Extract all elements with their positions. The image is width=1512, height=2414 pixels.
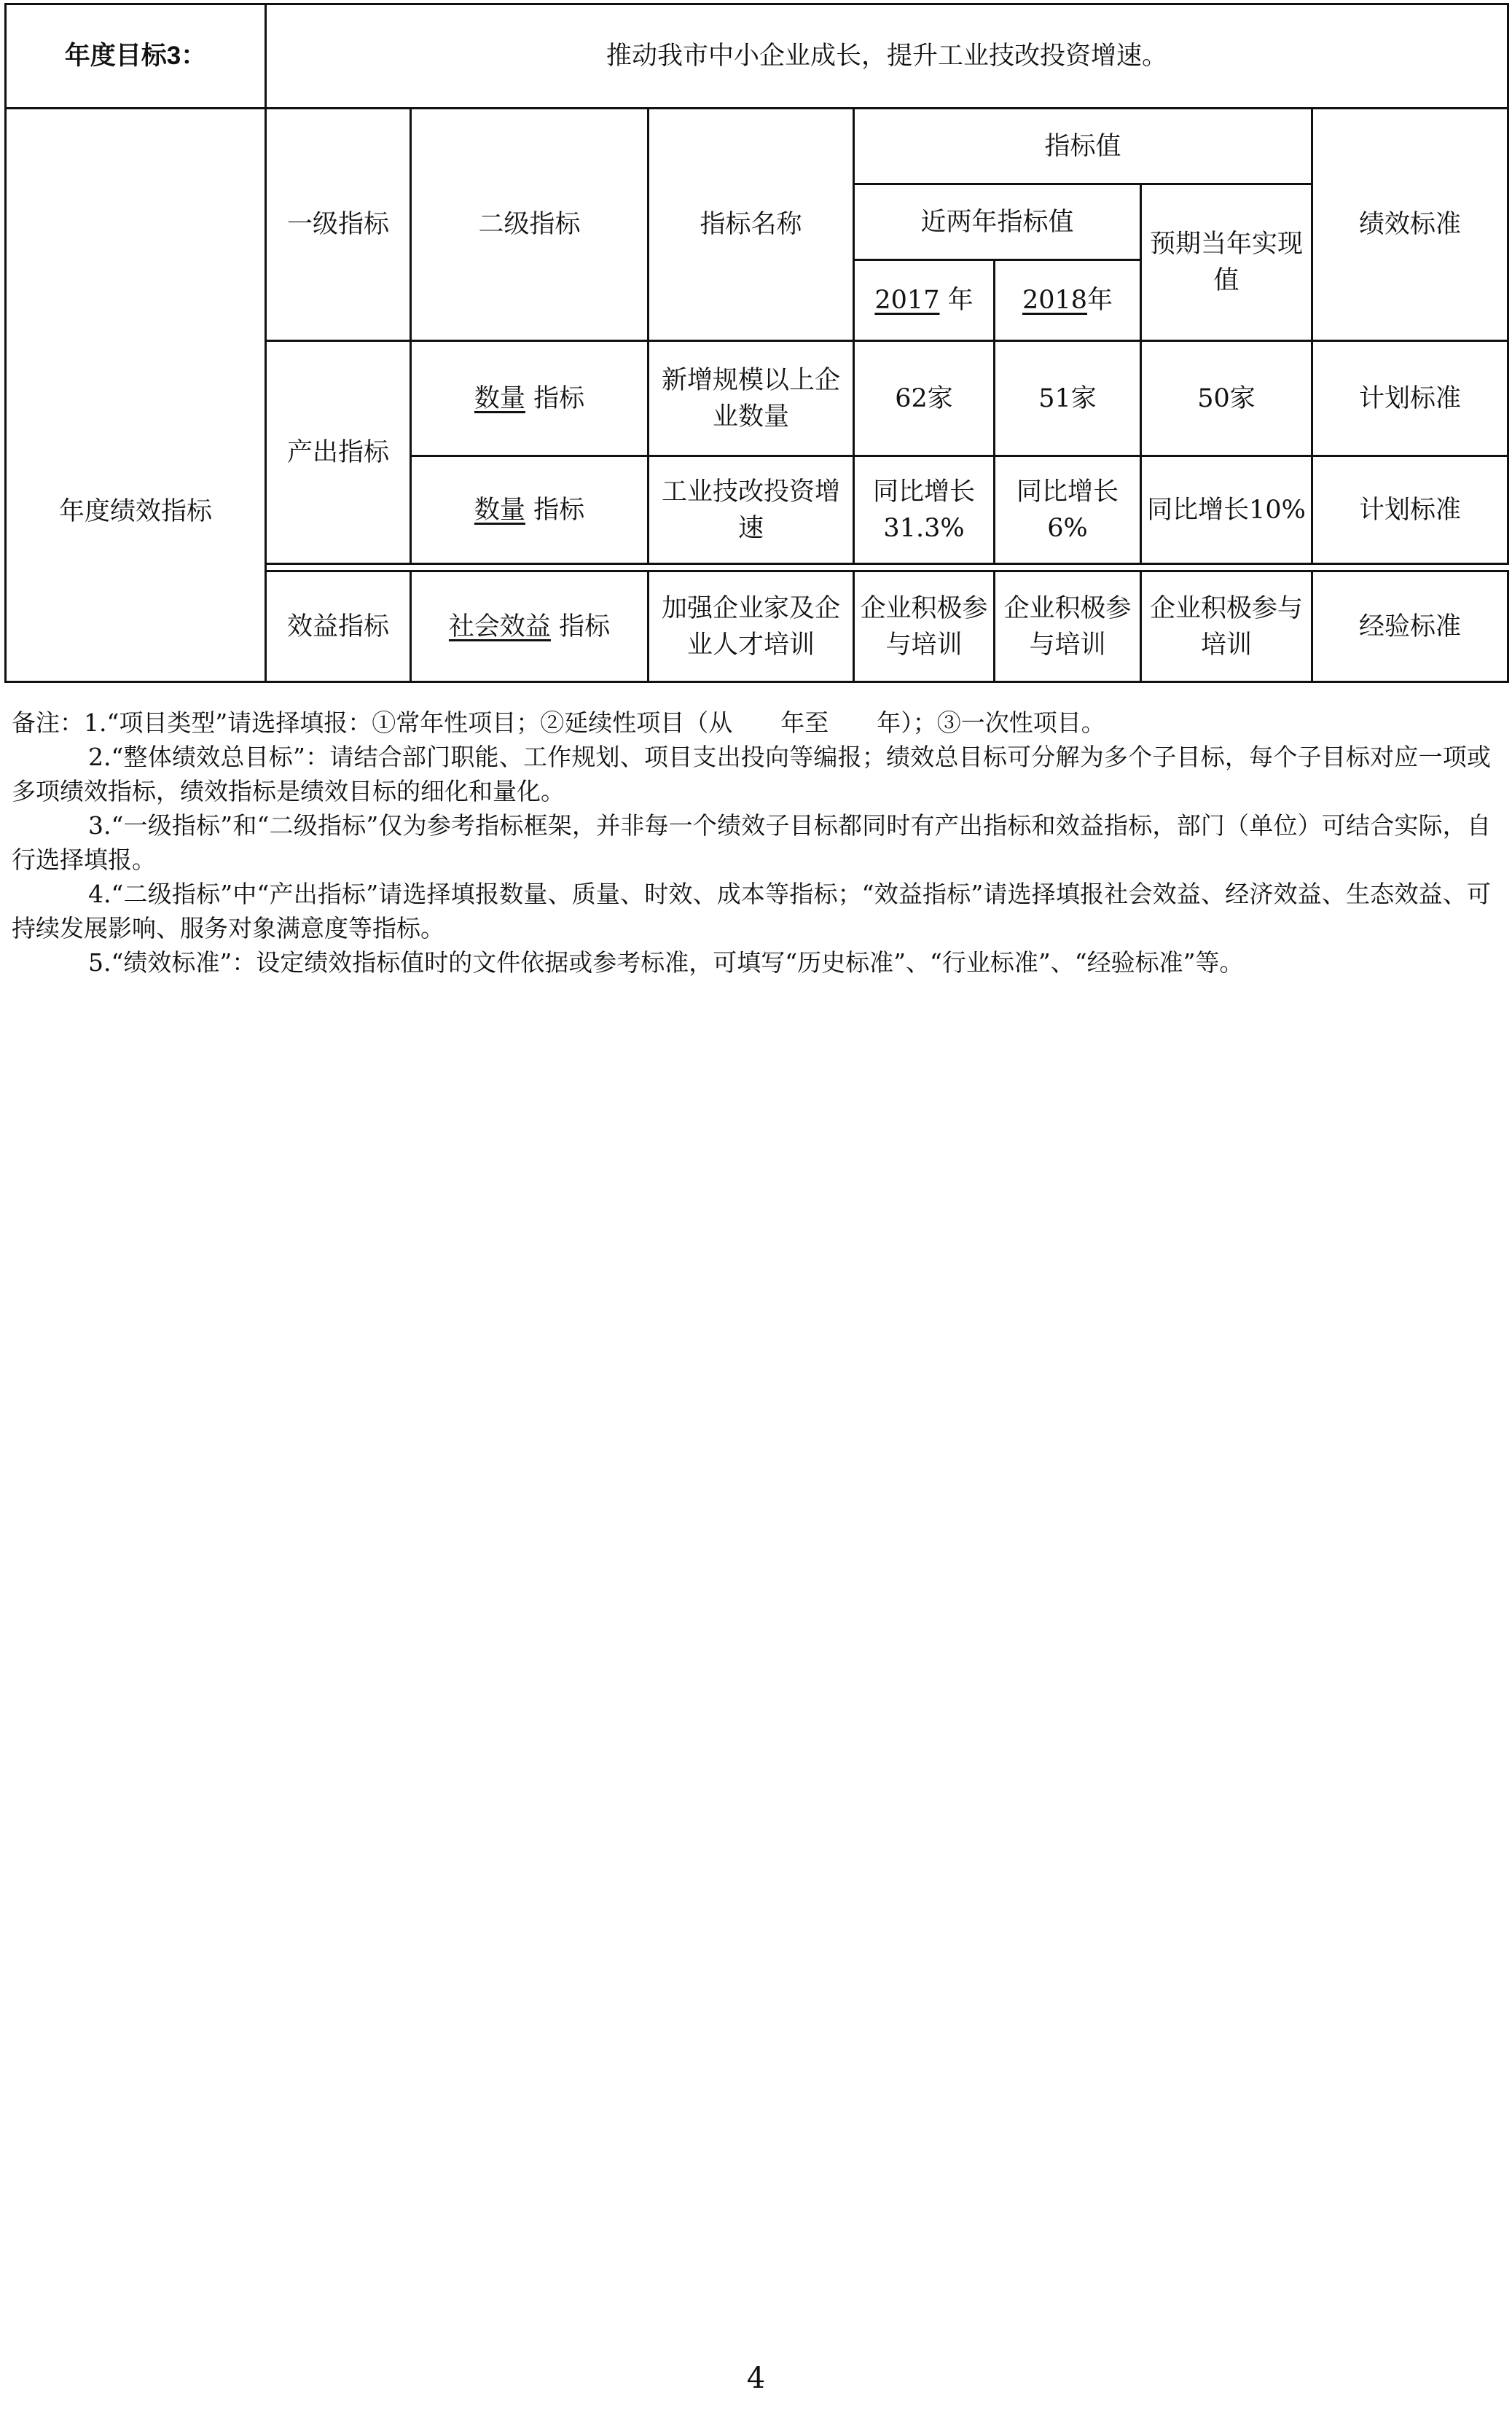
level2-quantity <box>411 456 649 564</box>
header-expected: 预期当年实现值 <box>1141 184 1312 341</box>
page-number: 4 <box>746 2362 766 2395</box>
header-level2: 二级指标 <box>411 109 649 341</box>
header-year-2018 <box>995 260 1141 341</box>
header-level1: 一级指标 <box>266 109 411 341</box>
value-2017: 62家 <box>854 341 995 456</box>
year-2017-suffix: 年 <box>939 286 974 315</box>
value-expected: 同比增长10% <box>1141 456 1312 564</box>
level2-social <box>411 571 649 682</box>
value-2018: 企业积极参与培训 <box>995 571 1141 682</box>
level2-underlined: 社会效益 <box>448 612 551 641</box>
header-recent-two-years: 近两年指标值 <box>854 184 1141 260</box>
note-2: 2.“整体绩效总目标”：请结合部门职能、工作规划、项目支出投向等编报；绩效总目标可分解为多个子目标，每个子目标对应一项或多项绩效指标，绩效指标是绩效目标的细化和量化。 <box>12 743 1491 805</box>
value-2018: 51家 <box>995 341 1141 456</box>
value-expected: 企业积极参与培训 <box>1141 571 1312 682</box>
level2-suffix: 指标 <box>525 495 585 525</box>
header-year-2017 <box>854 260 995 341</box>
notes <box>12 706 1491 980</box>
level2-quantity <box>411 341 649 456</box>
goal-label: 年度目标3： <box>6 4 266 109</box>
level1-benefit: 效益指标 <box>266 571 411 682</box>
value-2017: 企业积极参与培训 <box>854 571 995 682</box>
indicator-name: 新增规模以上企业数量 <box>649 341 854 456</box>
row-gap <box>266 564 1312 571</box>
value-2017: 同比增长31.3% <box>854 456 995 564</box>
performance-table <box>4 3 1509 683</box>
value-expected: 50家 <box>1141 341 1312 456</box>
section-label-cell <box>6 109 266 682</box>
section-label: 年度绩效指标 <box>58 496 212 526</box>
note-3: 3.“一级指标”和“二级指标”仅为参考指标框架，并非每一个绩效子目标都同时有产出指标和效益指标，部门（单位）可结合实际，自行选择填报。 <box>12 811 1491 874</box>
standard: 计划标准 <box>1312 341 1508 456</box>
standard: 经验标准 <box>1312 571 1508 682</box>
value-2018: 同比增长6% <box>995 456 1141 564</box>
year-2018-number: 2018 <box>1022 286 1088 315</box>
indicator-name: 工业技改投资增速 <box>649 456 854 564</box>
indicator-name: 加强企业家及企业人才培训 <box>649 571 854 682</box>
goal-text: 推动我市中小企业成长，提升工业技改投资增速。 <box>266 4 1508 109</box>
level2-suffix: 指标 <box>525 383 585 413</box>
standard: 计划标准 <box>1312 456 1508 564</box>
header-indicator-value: 指标值 <box>854 109 1312 184</box>
year-2018-suffix: 年 <box>1087 286 1113 315</box>
level2-underlined: 数量 <box>474 383 525 413</box>
level2-suffix: 指标 <box>550 612 611 641</box>
level2-underlined: 数量 <box>474 495 525 525</box>
note-4: 4.“二级指标”中“产出指标”请选择填报数量、质量、时效、成本等指标；“效益指标”请选择填报社会效益、经济效益、生态效益、可持续发展影响、服务对象满意度等指标。 <box>12 880 1491 942</box>
header-standard: 绩效标准 <box>1312 109 1508 341</box>
level1-output: 产出指标 <box>266 341 411 564</box>
header-name: 指标名称 <box>649 109 854 341</box>
year-2017-number: 2017 <box>874 286 940 315</box>
note-1: 备注：1.“项目类型”请选择填报：①常年性项目；②延续性项目（从 年至 年）；③一次性项目。 <box>12 708 1105 737</box>
note-5: 5.“绩效标准”：设定绩效指标值时的文件依据或参考标准，可填写“历史标准”、“行业标准”、“经验标准”等。 <box>88 948 1244 977</box>
